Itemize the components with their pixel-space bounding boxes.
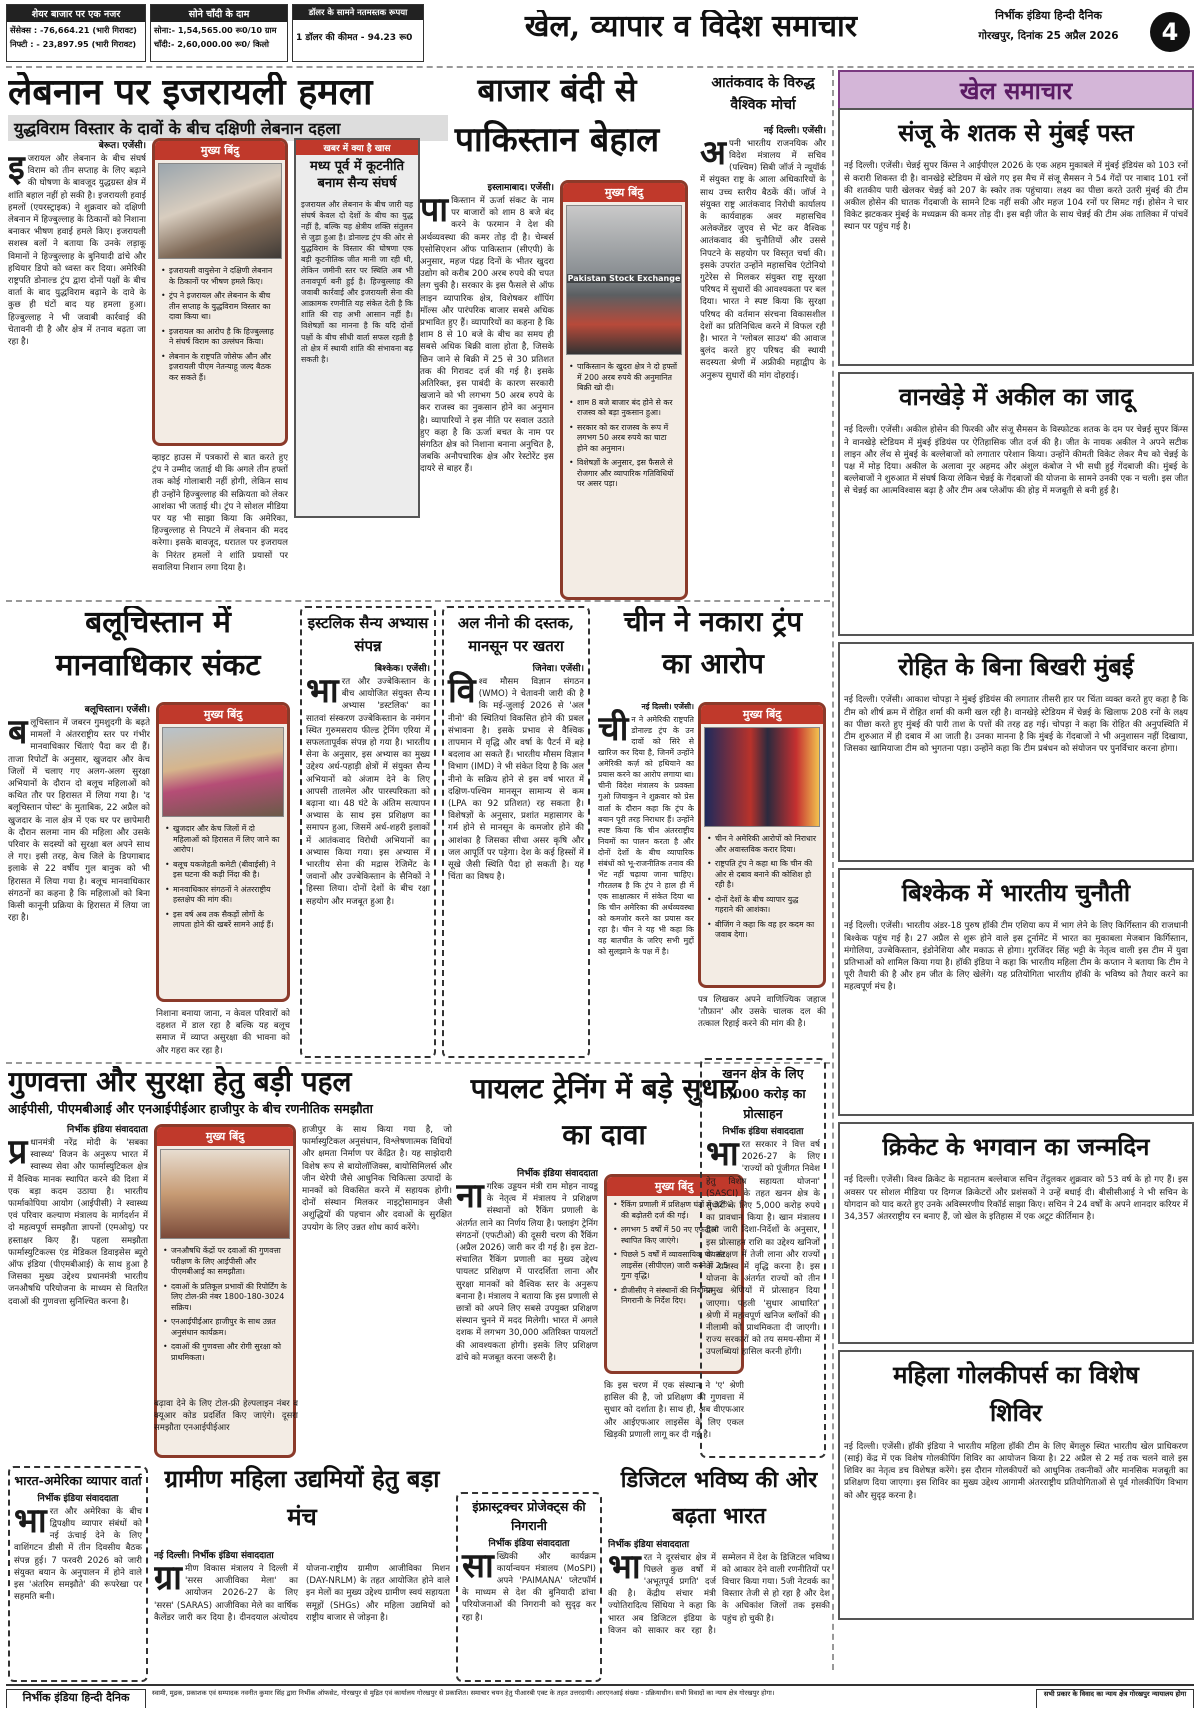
list-item: • एनआईपीईआर हाजीपुर के साथ उन्नत अनुसंधान कार्यक्रम। — [163, 1317, 287, 1338]
indo-us-body — [14, 1500, 142, 1604]
baluchistan-story — [8, 606, 308, 1066]
gold-box — [150, 4, 288, 62]
sport-1-headline: संजू के शतक से मुंबई पस्त — [898, 118, 1134, 147]
baluchistan-card — [156, 702, 290, 1002]
rural-body-text: मीण विकास मंत्रालय ने दिल्ली में 'सरस आजीविका मेला' का आयोजन 2026-27 के लिए 'सरस' (SARAS) आजीविका मेले का वार्षिक कैलेंडर जारी कर दिया है। दीनदयाल अंत्योदय योजना-राष्ट्रीय ग्रामीण आजीविका मिशन (DAY-NRLM) के तहत आयोजित होने वाले इन मेलों का मुख्य उद्देश्य ग्रामीण स्वयं सहायता समूहों (SHGs) और महिला उद्यमियों को राष्ट्रीय बाजार से जोड़ना है। — [154, 1564, 450, 1623]
pakistan-headline-2: पाकिस्तान बेहाल — [454, 119, 660, 160]
china-card — [698, 702, 826, 988]
rural-body2: बढ़ावा देने के लिए टोल-फ्री हेल्पलाइन नंबर व क्यूआर कोड प्रदर्शित किए जाएंगे। दूसरा समझौता एनआईपीईआर — [154, 1399, 298, 1434]
quality-body2: हाजीपुर के साथ किया गया है, जो फार्मास्युटिकल अनुसंधान, विश्लेषणात्मक विधियों और क्षमता निर्माण पर केंद्रित है। यह साझेदारी विशेष रूप से बायोलॉजिक्स, बायोसिमिलर्स और जीन थेरेपी जैसे आधुनिक चिकित्सा उत्पादों के मानकों को विकसित करने में सहायक होगी। दोनों संस्थान मिलकर नाइट्रोसामाइन जैसी अशुद्धियों की पहचान और दवाओं के सुरक्षित उपयोग के लिए उन्नत शोध कार्य करेंगे। — [302, 1125, 452, 1233]
baluchistan-card-tag: मुख्य बिंदु — [159, 705, 287, 724]
lebanon-body3 — [294, 524, 420, 612]
pakistan-headline-1: बाजार बंदी से — [477, 72, 637, 109]
footer — [6, 1684, 1194, 1708]
infra-dropcap: सा — [462, 1545, 494, 1586]
pakistan-byline: इस्लामाबाद। एजेंसी। — [487, 183, 554, 193]
military-story — [300, 606, 436, 1058]
digital-story — [608, 1462, 830, 1682]
list-item: • बीजिंग ने कहा कि वह हर कदम का जवाब देगा। — [707, 920, 817, 941]
list-item: • दोनों देशों के बीच व्यापार युद्ध गहराने की आशंका। — [707, 895, 817, 916]
sport-6-headline: महिला गोलकीपर्स का विशेष शिविर — [893, 1360, 1139, 1428]
rural-byline: नई दिल्ली। निर्भीक इंडिया संवाददाता — [154, 1551, 274, 1561]
infra-byline: निर्भीक इंडिया संवाददाता — [488, 1538, 570, 1549]
quality-body-text: धानमंत्री नरेंद्र मोदी के 'सबका स्वास्थ्य' विजन के अनुरूप भारत में स्वास्थ्य सेवा और फार्मास्युटिकल क्षेत्र में वैश्विक मानक स्थापित करने की दिशा में एक बड़ा कदम उठाया है। भारतीय फार्माकोपिया आयोग (आईपीसी) ने स्वास्थ्य एवं परिवार कल्याण मंत्रालय के मार्गदर्शन में दो महत्वपूर्ण समझौता ज्ञापनों (एमओयू) पर हस्ताक्षर किए हैं। पहला समझौता फार्मास्युटिकल्स एंड मेडिकल डिवाइसेस ब्यूरो ऑफ इंडिया (पीएमबीआई) के साथ हुआ है जिसका मुख्य उद्देश्य प्रधानमंत्री भारतीय जनऔषधि परियोजना के माध्यम से वितरित दवाओं की गुणवत्ता सुनिश्चित करना है। — [8, 1138, 148, 1307]
list-item: • इस वर्ष अब तक सैकड़ों लोगों के लापता होने की खबरें सामने आई हैं। — [165, 910, 281, 931]
terror-story — [700, 72, 826, 612]
footer-jurisdiction: सभी प्रकार के विवाद का न्याय क्षेत्र गोरखपुर न्यायालय होगा — [1036, 1689, 1194, 1708]
list-item: • पाकिस्तान के खुदरा क्षेत्र ने दो हफ्तों में 200 अरब रुपये की अनुमानित बिक्री खो दी। — [569, 362, 679, 394]
indo-us-dropcap: भा — [14, 1500, 47, 1541]
china-body-text: न ने अमेरिकी राष्ट्रपति डोनाल्ड ट्रंप के उन दावों को सिरे से खारिज कर दिया है, जिनमें उन्होंने अमेरिकी कर्ज़ को हथियाने का प्रयास करने का आरोप लगाया था। चीनी विदेश मंत्रालय के प्रवक्ता गुओ जियाकुन ने शुक्रवार को प्रेस वार्ता के दौरान कहा कि ट्रंप के बयान पूरी तरह निराधार हैं। उन्होंने स्पष्ट किया कि चीन अंतरराष्ट्रीय नियमों का पालन करता है और दोनों देशों के बीच व्यापारिक संबंधों को भू-राजनीतिक तनाव की भेंट नहीं चढ़ाया जाना चाहिए। गौरतलब है कि ट्रंप ने हाल ही में एक साक्षात्कार में संकेत दिया था कि चीन अमेरिका की अर्थव्यवस्था को कमजोर करने का प्रयास कर रहा है। चीन ने यह भी कहा कि वह बातचीत के जरिए सभी मुद्दों को सुलझाने के पक्ष में है। — [598, 715, 694, 957]
baluchistan-photo — [162, 727, 284, 817]
sport-4-body: नई दिल्ली। एजेंसी। भारतीय अंडर-18 पुरुष हॉकी टीम एशिया कप में भाग लेने के लिए किर्गिस्तान की राजधानी बिश्केक पहुंच गई है। 27 अप्रैल से शुरू होने वाले इस टूर्नामेंट में भारत का मुकाबला मेजबान किर्गिस्तान, मंगोलिया, उज्बेकिस्तान, इंडोनेशिया और मकाऊ से होगा। गुरजिंदर सिंह भट्टी के नेतृत्व वाली इस टीम में युवा प्रतिभाओं को शामिल किया गया है। हॉकी इंडिया ने कहा कि भारतीय महिला टीम के कप्तान ने बताया कि टीम ने पूरी तैयारी की है और हम जीत के लिए खेलेंगे। यह प्रतियोगिता भारतीय हॉकी के भविष्य को तैयार करने का महत्वपूर्ण मंच है। — [844, 921, 1188, 993]
sport-5-body: नई दिल्ली। एजेंसी। विश्व क्रिकेट के महानतम बल्लेबाज सचिन तेंदुलकर शुक्रवार को 53 वर्ष के हो गए हैं। इस अवसर पर सोशल मीडिया पर दिग्गज क्रिकेटरों और प्रशंसकों ने उन्हें बधाई दी। बीसीसीआई ने भी सचिन के योगदान को याद करते हुए उनके अविस्मरणीय रिकॉर्ड साझा किए। सचिन ने 24 वर्षों के अपने शानदार करियर में 34,357 अंतरराष्ट्रीय रन बनाए हैं, जो खेल के इतिहास में एक अटूट कीर्तिमान है। — [844, 1175, 1188, 1222]
infra-story — [456, 1492, 602, 1682]
pakistan-story — [420, 72, 694, 612]
mining-dropcap: भा — [706, 1134, 739, 1174]
infra-headline: इंफ्रास्ट्रक्चर प्रोजेक्ट्स की निगरानी — [472, 1499, 586, 1533]
terror-body-text: पनी भारतीय राजनयिक और विदेश मंत्रालय में सचिव (पश्चिम) सिबी जॉर्ज ने न्यूयॉर्क में संयुक्त राष्ट्र के आला अधिकारियों के साथ उच्च स्तरीय बैठकें कीं। जॉर्ज ने संयुक्त राष्ट्र आतंकवाद निरोधी कार्यालय के कार्यवाहक अवर महासचिव अलेक्जेंडर जुएव से भेंट कर वैश्विक आतंकवाद की चुनौतियों और उससे निपटने के सहयोग पर विस्तृत चर्चा की। इसके उपरांत उन्होंने महासचिव एंटोनियो गुटेरेस से मिलकर संयुक्त राष्ट्र सुरक्षा परिषद में सुधारों की आवश्यकता पर बल दिया। भारत ने स्पष्ट किया कि सुरक्षा परिषद की वर्तमान संरचना विकासशील देशों का प्रतिनिधित्व करने में विफल रही है। भारत ने 'ग्लोबल साउथ' की आवाज बुलंद करते हुए परिषद की स्थायी सदस्यता श्रेणी में अफ्रीकी महाद्वीप के अनुरूप सुधारों की मांग दोहराई। — [700, 138, 826, 381]
list-item: • खुजदार और केच जिलों में दो महिलाओं को हिरासत में लिए जाने का आरोप। — [165, 824, 281, 856]
sports-column — [838, 70, 1194, 1670]
pilot-card-tag: मुख्य बिंदु — [607, 1177, 741, 1196]
quality-headline: गुणवत्ता और सुरक्षा हेतु बड़ी पहल — [8, 1066, 352, 1098]
indo-us-headline: भारत-अमेरिका व्यापार वार्ता — [14, 1473, 142, 1488]
terror-headline: आतंकवाद के विरुद्ध वैश्विक मोर्चा — [711, 75, 815, 114]
baluchistan-body — [8, 712, 150, 924]
pakistan-body — [420, 190, 554, 476]
top-divider — [6, 66, 1194, 68]
list-item: • दवाओं के प्रतिकूल प्रभावों की रिपोर्टिंग के लिए टोल-फ्री नंबर 1800-180-3024 सक्रिय। — [163, 1282, 287, 1314]
china-headline-2: का आरोप — [662, 647, 764, 681]
lebanon-bullets — [155, 262, 285, 391]
mining-body-text: रत सरकार ने वित्त वर्ष 2026-27 के लिए 'राज्यों को पूंजीगत निवेश हेतु विशेष सहायता योजना' (SASCI) के तहत खनन क्षेत्र के सुधारों के लिए 5,000 करोड़ रुपये का प्रावधान किया है। खान मंत्रालय द्वारा जारी दिशा-निर्देशों के अनुसार, इस प्रोत्साहन राशि का उद्देश्य खनिजों के संरक्षण में तेजी लाना और राज्यों के राजस्व में वृद्धि करना है। इस योजना के अंतर्गत राज्यों को तीन प्रमुख श्रेणियों में प्रोत्साहन दिया जाएगा। पहली 'सुधार आधारित' श्रेणी में महत्वपूर्ण खनिज ब्लॉकों की नीलामी को प्राथमिकता दी जाएगी। राज्य सरकारों को तय समय-सीमा में उपलब्धियां हासिल करनी होंगी। — [706, 1140, 820, 1358]
list-item: • जनऔषधि केंद्रों पर दवाओं की गुणवत्ता परीक्षण के लिए आईपीसी और पीएमबीआई का समझौता। — [163, 1246, 287, 1278]
paper-name: निर्भीक इंडिया हिन्दी दैनिक — [995, 9, 1102, 22]
digital-headline: डिजिटल भविष्य की ओर बढ़ता भारत — [620, 1467, 818, 1530]
baluchistan-text-col — [8, 702, 150, 1066]
sport-5-headline: क्रिकेट के भगवान का जन्मदिन — [882, 1132, 1150, 1161]
pilot-body-text: गरिक उड्डयन मंत्री राम मोहन नायडू के नेतृत्व में मंत्रालय ने प्रशिक्षण संस्थानों को रैंकिंग प्रणाली के अंतर्गत लाने का निर्णय लिया है। फ्लाइंग ट्रेनिंग संगठनों (एफटीओ) की दूसरी चरण की रैंकिंग (अप्रैल 2026) जारी कर दी गई है। इस डेटा-संचालित रैंकिंग प्रणाली का मुख्य उद्देश्य पायलट प्रशिक्षण में पारदर्शिता लाना और सुरक्षा मानकों को वैश्विक स्तर के अनुरूप बनाना है। मंत्रालय ने बताया कि इस प्रणाली से छात्रों को अपने लिए सबसे उपयुक्त प्रशिक्षण संस्थान चुनने में मदद मिलेगी। भारत में अगले दशक में लगभग 30,000 अतिरिक्त पायलटों की आवश्यकता होगी। इसके लिए प्रशिक्षण ढांचे को मजबूत करना जरूरी है। — [456, 1182, 598, 1363]
pakistan-dropcap: पा — [420, 190, 449, 230]
baluchistan-headline-2: मानवाधिकार संकट — [55, 647, 261, 683]
top-bar — [6, 4, 1194, 64]
infra-body — [462, 1545, 596, 1624]
lebanon-headline: लेबनान पर इजरायली हमला — [8, 72, 373, 113]
mining-byline: निर्भीक इंडिया संवाददाता — [722, 1127, 804, 1137]
list-item: • लगभग 5 वर्षों में 50 नए एफटीओ स्थापित किए जाएंगे। — [613, 1225, 735, 1246]
pilot-body — [456, 1176, 598, 1364]
sport-item-3 — [838, 642, 1194, 862]
mining-body — [706, 1134, 820, 1359]
sport-1-body: नई दिल्ली। एजेंसी। चेन्नई सुपर किंग्स ने आईपीएल 2026 के एक अहम मुकाबले में मुंबई इंडियंस को 103 रनों से करारी शिकस्त दी है। वानखेड़े स्टेडियम में खेले गए इस मैच में संजू सैमसन ने 54 गेंदों पर नाबाद 101 रनों की शतकीय पारी खेलकर चेन्नई को 207 के स्कोर तक पहुंचाया। लक्ष्य का पीछा करते उतरी मुंबई की टीम अकील होसेन की घातक गेंदबाजी के सामने टिक नहीं सकी और महज 104 रनों पर सिमट गई। होसेन ने चार विकेट झटककर मुंबई के मध्यक्रम की कमर तोड़ दी। इस बड़ी जीत के साथ चेन्नई की टीम अंक तालिका में पांचवें स्थान पर पहुंच गई है। — [844, 161, 1188, 233]
sports-divider — [832, 70, 834, 1670]
military-headline: इस्टलिक सैन्य अभ्यास संपन्न — [307, 614, 429, 655]
sport-3-headline: रोहित के बिना बिखरी मुंबई — [898, 652, 1134, 681]
rural-dropcap: ग्रा — [154, 1558, 182, 1598]
lebanon-dropcap: इ — [8, 148, 25, 188]
section-title: खेल, व्यापार व विदेश समाचार — [524, 10, 858, 44]
baluchistan-dropcap: ब — [8, 712, 28, 752]
list-item: • सरकार को कर राजस्व के रूप में लगभग 50 अरब रुपये का घाटा होने का अनुमान। — [569, 423, 679, 455]
pakistan-body-text: किस्तान में ऊर्जा संकट के नाम पर बाजारों को शाम 8 बजे बंद करने के फरमान ने देश की अर्थव्यवस्था की कमर तोड़ दी है। चेम्बर्स एसोसिएशन ऑफ पाकिस्तान (सीएपी) के अनुसार, महज पंद्रह दिनों के भीतर खुदरा उद्योग को करीब 200 अरब रुपये की चपत लग चुकी है। सरकार के इस फैसले से ऑफ लाइन व्यापारिक क्षेत्र, विशेषकर शॉपिंग मॉल्स और पारंपरिक बाजार सबसे अधिक प्रभावित हुए हैं। व्यापारियों का कहना है कि शाम 8 से 10 बजे के बीच का समय ही सबसे अधिक बिक्री वाला होता है, जिसके छिन जाने से बिक्री में 25 से 30 प्रतिशत तक की गिरावट दर्ज की गई है। इसके अतिरिक्त, इस पाबंदी के कारण सरकारी खजाने को भी लगभग 50 अरब रुपये के कर राजस्व का नुकसान होने का अनुमान है। व्यापारियों ने इस नीति पर सवाल उठाते हुए कहा है कि ऊर्जा बचत के नाम पर संगठित क्षेत्र को निशाना बनाना अनुचित है, जबकि अनौपचारिक क्षेत्र और रेस्टोरेंट इस दायरे से बाहर हैं। — [420, 196, 554, 475]
digital-byline: निर्भीक इंडिया संवाददाता — [608, 1539, 690, 1550]
sport-3-body: नई दिल्ली। एजेंसी। आकाश चोपड़ा ने मुंबई इंडियंस की लगातार तीसरी हार पर चिंता व्यक्त करते हुए कहा है कि टीम को शीर्ष क्रम में रोहित शर्मा की कमी खल रही है। वानखेड़े स्टेडियम में चेन्नई के खिलाफ 208 रनों के लक्ष्य का पीछा करते हुए मुंबई की पारी ताश के पत्तों की तरह ढह गई। चोपड़ा ने कहा कि रोहित की अनुपस्थिति में टीम शुरुआत में ही दबाव में आ जाती है। उनका मानना है कि मुंबई के गेंदबाजों ने भी अनुशासन नहीं दिखाया, जिसका खामियाजा टीम को भुगतना पड़ा। उन्होंने कहा कि टीम प्रबंधन को संयोजन पर पुनर्विचार करना होगा। — [844, 695, 1188, 755]
quality-dropcap: प्र — [8, 1132, 28, 1172]
digital-body — [608, 1546, 830, 1637]
terror-dropcap: अ — [700, 132, 726, 173]
dollar-label: डॉलर के सामने नतमस्तक रूपया — [293, 5, 423, 20]
list-item: • दवाओं की गुणवत्ता और रोगी सुरक्षा को प्राथमिकता। — [163, 1342, 287, 1363]
masthead-right — [956, 8, 1141, 62]
lebanon-card-tag: मुख्य बिंदु — [155, 141, 285, 160]
pilot-headline: पायलट ट्रेनिंग में बड़े सुधार का दावा — [470, 1072, 738, 1152]
pilot-byline: निर्भीक इंडिया संवाददाता — [516, 1169, 598, 1179]
digital-dropcap: भा — [608, 1546, 641, 1587]
indo-us-byline: निर्भीक इंडिया संवाददाता — [37, 1493, 119, 1504]
list-item: • शाम 8 बजे बाजार बंद होने से कर राजस्व को बड़ा नुकसान हुआ। — [569, 398, 679, 419]
rural-text — [154, 1548, 450, 1682]
indo-us-body-text: रत और अमेरिका के बीच द्विपक्षीय व्यापार संबंधों को नई ऊंचाई देने के लिए वाशिंगटन डीसी में तीन दिवसीय बैठक संपन्न हुई। 7 फरवरी 2026 को जारी संयुक्त बयान के अनुपालन में होने वाले इस 'अंतरिम समझौते' की रूपरेखा पर सहमति बनी। — [14, 1506, 142, 1603]
military-byline: बिश्केक। एजेंसी। — [374, 664, 430, 674]
dollar-value: 1 डॉलर की कीमत - 94.23 रू0 — [296, 33, 413, 43]
list-item: • बलूच यकजेहती कमेटी (बीवाईसी) ने इस घटना की कड़ी निंदा की है। — [165, 860, 281, 881]
mining-box — [700, 1058, 826, 1458]
sport-4-headline: बिश्केक में भारतीय चुनौती — [901, 878, 1131, 907]
digital-body-text: रत ने दूरसंचार क्षेत्र में पिछले कुछ वर्षों में 'अभूतपूर्व प्रगति' दर्ज की है। केंद्रीय संचार मंत्री ज्योतिरादित्य सिंधिया ने कहा कि भारत अब डिजिटल इंडिया के विजन को साकार कर रहा है। सम्मेलन में देश के डिजिटल भविष्य को आकार देने वाली रणनीतियों पर विचार किया गया। 5जी नेटवर्क का विस्तार तेजी से हो रहा है और देश के अधिकांश जिलों तक इसकी पहुंच हो चुकी है। — [608, 1552, 830, 1636]
pilot-body2: कि इस चरण में एक संस्थान ने 'ए' श्रेणी हासिल की है, जो प्रशिक्षण की गुणवत्ता में सुधार को दर्शाता है। साथ ही, अब वीएफआर और आईएफआर लाइसेंस के लिए एकल खिड़की प्रणाली लागू कर दी गई है। — [604, 1381, 744, 1440]
list-item: • रैंकिंग प्रणाली में प्रशिक्षण घंटों में 32% की बढ़ोतरी दर्ज की गई। — [613, 1200, 735, 1221]
silver-value: चाँदी:- 2,60,000.00 रू0/ किलो — [154, 39, 270, 49]
baluchistan-bullets — [159, 820, 287, 939]
lebanon-subhead: युद्धविराम विस्तार के दावों के बीच दक्षिणी लेबनान दहला — [8, 115, 448, 141]
quality-card-tag: मुख्य बिंदु — [157, 1127, 293, 1146]
quality-subhead: आईपीसी, पीएमबीआई और एनआईपीईआर हाजीपुर के बीच रणनीतिक समझौता — [8, 1101, 373, 1117]
elnino-dropcap: वि — [448, 671, 476, 711]
indo-us-story — [8, 1466, 148, 1682]
sport-item-6 — [838, 1350, 1194, 1620]
china-story — [598, 606, 828, 1058]
nifty-value: निफ्टी : - 23,897.95 (भारी गिरावट) — [10, 39, 137, 49]
military-body — [306, 671, 430, 908]
infra-body-text: ख्यिकी और कार्यक्रम कार्यान्वयन मंत्रालय (MoSPI) अपने 'PAIMANA' प्लेटफॉर्म के माध्यम से देश की बुनियादी ढांचा परियोजनाओं की निगरानी को सुदृढ़ कर रहा है। — [462, 1551, 596, 1623]
list-item: • ट्रंप ने इजरायल और लेबनान के बीच तीन सप्ताह के युद्धविराम विस्तार का दावा किया था। — [161, 291, 279, 323]
elnino-body — [448, 671, 584, 883]
sensex-value: सेंसेक्स : -76,664.21 (भारी गिरावट) — [10, 25, 137, 35]
sport-item-4 — [838, 868, 1194, 1116]
list-item: • लेबनान के राष्ट्रपति जोसेफ औन और इजरायली पीएम नेतन्याहू जल्द बैठक कर सकते हैं। — [161, 352, 279, 384]
lebanon-story — [8, 72, 448, 612]
mideast-title: मध्य पूर्व में कूटनीति बनाम सैन्य संघर्ष — [309, 159, 405, 191]
china-photo — [704, 727, 820, 827]
military-dropcap: भा — [306, 671, 339, 711]
footer-paper-name: निर्भीक इंडिया हिन्दी दैनिक — [6, 1689, 146, 1708]
pakistan-text-col — [420, 180, 554, 612]
rural-headline: ग्रामीण महिला उद्यमियों हेतु बड़ा मंच — [164, 1464, 440, 1532]
baluchistan-body-text: लूचिस्तान में जबरन गुमशुदगी के बढ़ते मामलों ने अंतरराष्ट्रीय स्तर पर गंभीर मानवाधिकार चिंताएं पैदा कर दी हैं। ताजा रिपोर्टों के अनुसार, खुजदार और केच जिलों में चलाए गए अलग-अलग सुरक्षा अभियानों के दौरान दो बलूच महिलाओं को कथित तौर पर हिरासत में लिया गया है। 'द बलूचिस्तान पोस्ट' के मुताबिक, 22 अप्रैल को खुजदार के नाल क्षेत्र में एक घर पर छापेमारी के दौरान सलमा नाम की महिला और उसके परिवार के सदस्यों को सुरक्षा बल अपने साथ ले गए। इसी तरह, केच जिले के डिपगाबाद इलाके से 22 वर्षीय गुल बानुक को भी हिरासत में लिया गया है। बलूच मानवाधिकार संगठनों का कहना है कि महिलाओं को बिना किसी कानूनी प्रक्रिया के हिरासत में लिया जा रहा है। — [8, 718, 150, 924]
market-label: शेयर बाजार पर एक नजर — [7, 5, 145, 22]
pakistan-photo-caption: Pakistan Stock Exchange — [567, 274, 681, 283]
sport-2-headline: वानखेड़े में अकील का जादू — [899, 382, 1133, 411]
elnino-story — [442, 606, 590, 1058]
china-body2: पत्र लिखकर अपने वाणिज्यिक जहाज 'तौफ़ान' और उसके चालक दल की तत्काल रिहाई करने की मांग की है। — [698, 995, 826, 1030]
lebanon-photo — [158, 163, 282, 259]
gold-label: सोने चाँदी के दाम — [151, 5, 287, 22]
mideast-tag: खबर में क्या है खास — [296, 140, 418, 155]
lebanon-byline: बेरूत। एजेंसी। — [98, 141, 146, 151]
list-item: • डीजीसीए ने संस्थानों की नियमित निगरानी के निर्देश दिए। — [613, 1286, 735, 1307]
list-item: • मानवाधिकार संगठनों ने अंतरराष्ट्रीय हस्तक्षेप की मांग की। — [165, 885, 281, 906]
elnino-body-text: श्व मौसम विज्ञान संगठन (WMO) ने चेतावनी जारी की है कि मई-जुलाई 2026 से 'अल नीनो' की स्थितियां विकसित होने की प्रबल संभावना है। इसके प्रभाव से वैश्विक तापमान में वृद्धि और वर्षा के पैटर्न में बड़े बदलाव आ सकते हैं। भारतीय मौसम विज्ञान विभाग (IMD) ने भी संकेत दिया है कि अल नीनो के सक्रिय होने से इस वर्ष भारत में दक्षिण-पश्चिम मानसून सामान्य से कम (LPA का 92 प्रतिशत) रह सकता है। विशेषज्ञों के अनुसार, प्रशांत महासागर के गर्म होने से मानसून के कमजोर होने की आशंका है जिसका सीधा असर कृषि और जल आपूर्ति पर पड़ेगा। देश के कई हिस्सों में सूखे जैसी स्थिति पैदा हो सकती है। यह चिंता का विषय है। — [448, 677, 584, 883]
sport-2-body: नई दिल्ली। एजेंसी। अकील होसेन की फिरकी और संजू सैमसन के विस्फोटक शतक के दम पर चेन्नई सुपर किंग्स ने वानखेड़े स्टेडियम में मुंबई इंडियंस पर ऐतिहासिक जीत दर्ज की है। जीत के नायक अकील ने अपने सटीक लाइन और लेंथ से मुंबई के बल्लेबाजों को लगातार परेशान किया। उन्होंने कीमती विकेट लेकर मैच को चेन्नई के पक्ष में मोड़ दिया। अकील के अलावा नूर अहमद और अंशुल कंबोज ने भी सधी हुई गेंदबाजी की। मुंबई के बल्लेबाजों ने शुरुआत में संघर्ष किया लेकिन चेन्नई के गेंदबाजों की योजना के सामने उनकी एक न चली। इस जीत से चेन्नई का आत्मविश्वास बढ़ा है और टीम अब प्लेऑफ की होड़ में मजबूती से बनी हुई है। — [844, 425, 1188, 497]
mideast-body: इजरायल और लेबनान के बीच जारी यह संघर्ष केवल दो देशों के बीच का युद्ध नहीं है, बल्कि यह क्षेत्रीय शक्ति संतुलन से जुड़ा हुआ है। डोनाल्ड ट्रंप की ओर से युद्धविराम के विस्तार की घोषणा एक बड़ी कूटनीतिक जीत मानी जा रही थी, लेकिन जमीनी स्तर पर स्थिति अब भी तनावपूर्ण बनी हुई है। हिज्बुल्लाह की जवाबी कार्रवाई और इजरायली सेना की आक्रामक रणनीति यह संकेत देती है कि शांति की राह अभी आसान नहीं है। विशेषज्ञों का मानना है कि यदि दोनों पक्षों के बीच सीधी वार्ता सफल रहती है तो क्षेत्र में स्थायी शांति की संभावना बढ़ सकती है। — [301, 199, 413, 364]
list-item: • चीन ने अमेरिकी आरोपों को निराधार और अवास्तविक करार दिया। — [707, 834, 817, 855]
baluchistan-body2: निशाना बनाया जाना, न केवल परिवारों को दहशत में डाल रहा है बल्कि यह बलूच समाज में व्याप्त असुरक्षा की भावना को और गहरा कर रहा है। — [156, 1009, 290, 1056]
sport-item-2 — [838, 372, 1194, 636]
list-item: • इजरायली वायुसेना ने दक्षिणी लेबनान के ठिकानों पर भीषण हमले किए। — [161, 266, 279, 287]
baluchistan-byline: बलूचिस्तान। एजेंसी। — [84, 705, 150, 715]
quality-body — [8, 1132, 148, 1308]
quality-text-col — [8, 1122, 148, 1422]
dollar-box — [292, 4, 424, 62]
china-byline: नई दिल्ली। एजेंसी। — [641, 702, 694, 711]
china-headline-1: चीन ने नकारा ट्रंप — [623, 606, 803, 638]
page-number: 4 — [1150, 12, 1190, 52]
pakistan-photo — [566, 205, 682, 355]
pilot-text-col — [456, 1166, 598, 1486]
quality-byline: निर्भीक इंडिया संवाददाता — [66, 1125, 148, 1135]
pakistan-card-tag: मुख्य बिंदु — [563, 183, 685, 202]
mining-headline: खनन क्षेत्र के लिए 5,000 करोड़ का प्रोत्साहन — [720, 1066, 806, 1121]
china-dropcap: ची — [598, 709, 629, 749]
dateline: गोरखपुर, दिनांक 25 अप्रैल 2026 — [978, 30, 1119, 42]
sport-6-body: नई दिल्ली। एजेंसी। हॉकी इंडिया ने भारतीय महिला हॉकी टीम के लिए बेंगलुरु स्थित भारतीय खेल प्राधिकरण (साई) केंद्र में एक विशेष गोलकीपिंग शिविर का आयोजन किया है। 22 अप्रैल से 2 मई तक चलने वाले इस शिविर का नेतृत्व डच विशेषज्ञ करेंगे। इस दौरान गोलकीपरों को आधुनिक तकनीकों और मानसिक मजबूती का प्रशिक्षण दिया जाएगा। इस शिविर का मुख्य उद्देश्य आगामी अंतरराष्ट्रीय प्रतियोगिताओं से पूर्व गोलकीपिंग विभाग को और सुदृढ़ करना है। — [844, 1441, 1188, 1501]
pakistan-bullets — [563, 358, 685, 498]
list-item: • विशेषज्ञों के अनुसार, इस फैसले से रोजगार और व्यापारिक गतिविधियों पर असर पड़ा। — [569, 458, 679, 490]
lebanon-body — [8, 148, 146, 348]
lebanon-body-text: जरायल और लेबनान के बीच संघर्ष विराम को तीन सप्ताह के लिए बढ़ाने की घोषणा के बावजूद युद्धग्रस्त क्षेत्र में शांति बहाल नहीं हो सकी है। इजरायली हवाई हमलों (एयरस्ट्राइक) ने शुक्रवार को दक्षिणी लेबनान में हिज्बुल्लाह के ठिकानों को निशाना बनाकर भीषण हवाई हमले किए। इजरायली सशस्त्र बलों ने बताया कि उनके लड़ाकू विमानों ने हिज्बुल्लाह के बुनियादी ढांचे और हथियार डिपो को ध्वस्त कर दिया। अमेरिकी राष्ट्रपति डोनाल्ड ट्रंप द्वारा दोनों पक्षों के बीच वार्ता के बाद युद्धविराम बढ़ाने के दावे के कुछ ही घंटों बाद यह हमला हुआ। हिज्बुल्लाह ने भी जवाबी कार्रवाई की चेतावनी दी है और क्षेत्र में तनाव बढ़ता जा रहा है। — [8, 154, 146, 348]
market-box — [6, 4, 146, 62]
china-text-col — [598, 702, 694, 1058]
quality-bullets — [157, 1242, 293, 1371]
elnino-byline: जिनेवा। एजेंसी। — [532, 664, 584, 674]
quality-photo — [160, 1149, 290, 1239]
footer-imprint: स्वामी, मुद्रक, प्रकाशक एवं सम्पादक नवनीत कुमार सिंह द्वारा निर्भीक ऑफसेट, गोरखपुर से मुद्रित एवं कार्यालय गोरखपुर से प्रकाशित। समाचार चयन हेतु पीआरबी एक्ट के तहत उत्तरदायी। आरएनआई संख्या - प्रक्रियाधीन। सभी विवादों का न्याय क्षेत्र गोरखपुर होगा। — [152, 1689, 775, 1697]
row1-divider — [6, 600, 830, 602]
sports-header: खेल समाचार — [838, 70, 1194, 111]
sport-item-1 — [838, 108, 1194, 366]
list-item: • इजरायल का आरोप है कि हिज्बुल्लाह ने संघर्ष विराम का उल्लंघन किया। — [161, 327, 279, 348]
baluchistan-headline-1: बलूचिस्तान में — [85, 606, 231, 640]
lebanon-body2: व्हाइट हाउस में पत्रकारों से बात करते हुए ट्रंप ने उम्मीद जताई थी कि अगले तीन हफ्तों तक कोई गोलाबारी नहीं होगी, लेकिन साथ ही उन्होंने हिज्बुल्लाह की सक्रियता को लेकर आशंका भी जताई थी। ट्रंप ने सोशल मीडिया पर यह भी साझा किया कि अमेरिका, हिज्बुल्लाह से निपटने में लेबनान की मदद करेगा। इसके बावजूद, धरातल पर इजरायल के निरंतर हमलों ने शांति प्रयासों पर सवालिया निशान लगा दिया है। — [152, 453, 288, 573]
pakistan-card — [560, 180, 688, 600]
list-item: • पिछले 5 वर्षों में व्यावसायिक पायलट लाइसेंस (सीपीएल) जारी करने में 2.5 गुना वृद्धि। — [613, 1250, 735, 1282]
china-bullets — [701, 830, 823, 949]
lebanon-text-col — [8, 138, 146, 612]
rural-story — [154, 1398, 450, 1682]
rural-body — [154, 1558, 450, 1624]
terror-body — [700, 132, 826, 382]
gold-value: सोना:- 1,54,565.00 रू0/10 ग्राम — [154, 25, 277, 35]
china-card-tag: मुख्य बिंदु — [701, 705, 823, 724]
terror-byline: नई दिल्ली। एजेंसी। — [763, 125, 826, 136]
sport-item-5 — [838, 1122, 1194, 1344]
military-body-text: रत और उज्बेकिस्तान के बीच आयोजित संयुक्त सैन्य अभ्यास 'डस्टलिक' का सातवां संस्करण उज्बेकिस्तान के नमंगन स्थित गुरुमसराय फील्ड ट्रेनिंग एरिया में सफलतापूर्वक संपन्न हो गया है। भारतीय सेना के अनुसार, इस अभ्यास का मुख्य उद्देश्य अर्ध-पहाड़ी क्षेत्रों में संयुक्त सैन्य अभियानों को अंजाम देने के लिए आपसी तालमेल और पारस्परिकता को बढ़ाना था। 48 घंटे के अंतिम सत्यापन अभ्यास के साथ इस प्रशिक्षण का समापन हुआ, जिसमें अर्ध-शहरी इलाकों में आतंकवाद विरोधी अभियानों का अभ्यास किया गया। इस अभ्यास में भारतीय सेना की मद्रास रेजिमेंट के जवानों और उज्बेकिस्तान के सैनिकों ने हिस्सा लिया। दोनों देशों के बीच रक्षा सहयोग और मजबूत हुआ है। — [306, 677, 430, 907]
lebanon-card — [152, 138, 288, 446]
mideast-box — [294, 138, 420, 518]
pilot-dropcap: ना — [456, 1176, 484, 1216]
china-body — [598, 709, 694, 957]
list-item: • राष्ट्रपति ट्रंप ने कहा था कि चीन की ओर से दबाव बनाने की कोशिश हो रही है। — [707, 859, 817, 891]
elnino-headline: अल नीनो की दस्तक, मानसून पर खतरा — [457, 614, 575, 655]
